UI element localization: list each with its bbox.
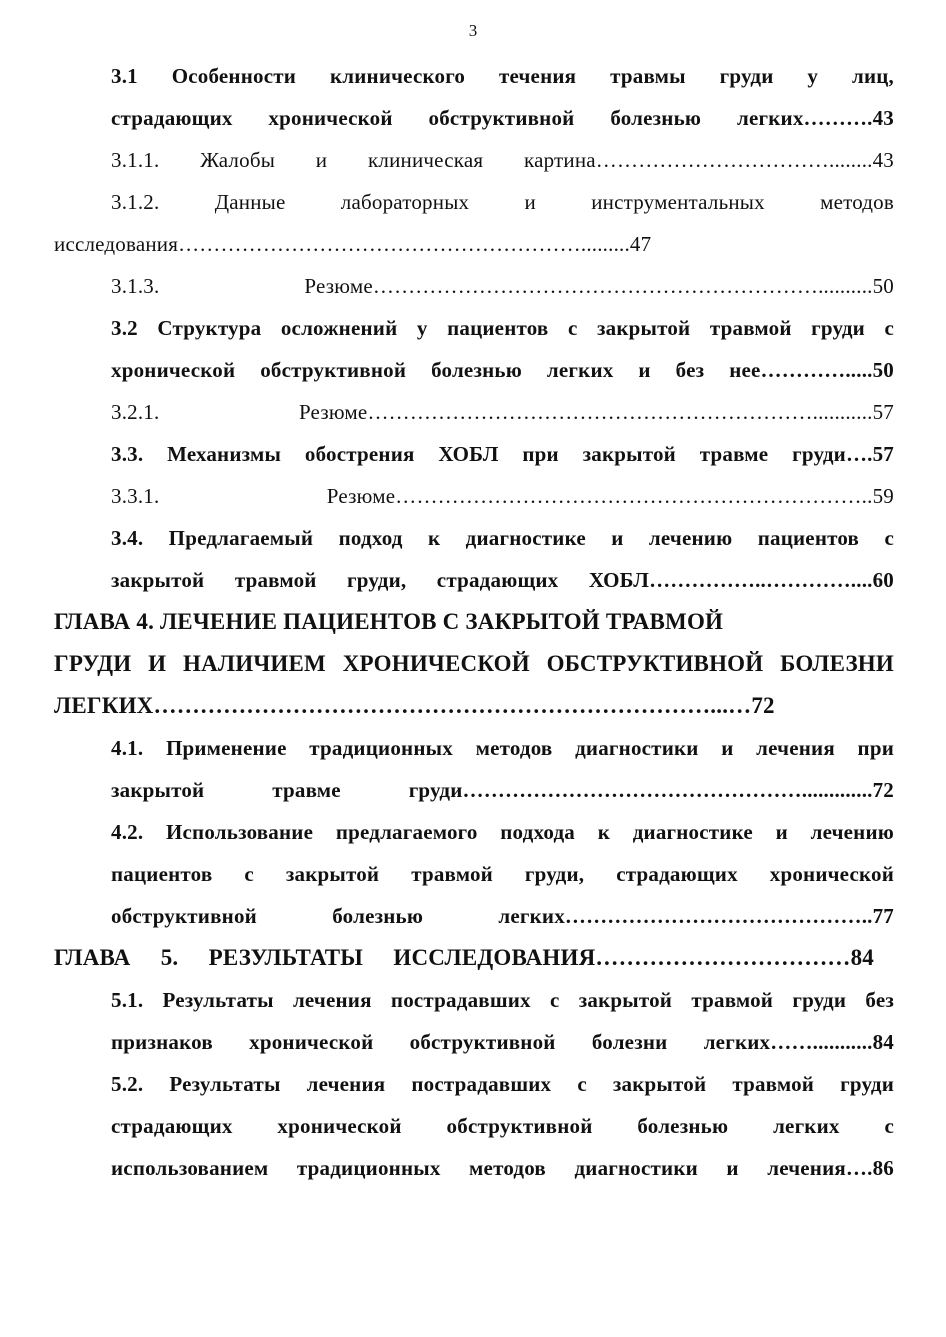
- toc-section-4-2-line-2: пациентов с закрытой травмой груди, страдающих хронической: [111, 862, 894, 886]
- toc-subsection-3-2-1: 3.2.1. Резюме………………………………………………………...........57: [111, 400, 894, 424]
- toc-section-3-1-line-1: 3.1 Особенности клинического течения травмы груди у лиц,: [111, 64, 894, 88]
- toc-subsection-3-3-1: 3.3.1. Резюме…………………………………………………………..59: [111, 484, 894, 508]
- table-of-contents: [54, 55, 894, 1189]
- page-number: 3: [468, 21, 478, 40]
- toc-chapter-4-line-1: ГЛАВА 4. ЛЕЧЕНИЕ ПАЦИЕНТОВ С ЗАКРЫТОЙ ТРАВМОЙ: [54, 609, 724, 634]
- toc-subsection-3-1-3: 3.1.3. Резюме………………………………………………………..........50: [111, 274, 894, 298]
- toc-section-3-2-line-2: хронической обструктивной болезнью легких и без нее………….....50: [111, 358, 894, 382]
- toc-section-3-2-line-1: 3.2 Структура осложнений у пациентов с закрытой травмой груди с: [111, 316, 894, 340]
- toc-section-3-4-line-1: 3.4. Предлагаемый подход к диагностике и лечению пациентов с: [111, 526, 894, 550]
- toc-section-3-3: 3.3. Механизмы обострения ХОБЛ при закрытой травме груди….57: [111, 442, 894, 466]
- toc-section-4-2-line-3: обструктивной болезнью легких……………………………………..77: [111, 904, 894, 928]
- toc-section-5-1-line-1: 5.1. Результаты лечения пострадавших с закрытой травмой груди без: [111, 988, 894, 1012]
- toc-chapter-4-line-2: ГРУДИ И НАЛИЧИЕМ ХРОНИЧЕСКОЙ ОБСТРУКТИВНОЙ БОЛЕЗНИ: [54, 651, 894, 676]
- toc-section-5-1-line-2: признаков хронической обструктивной болезни легких……...........84: [111, 1030, 894, 1054]
- toc-section-3-4-line-2: закрытой травмой груди, страдающих ХОБЛ……………..…………....60: [111, 568, 894, 592]
- toc-subsection-3-1-1: 3.1.1. Жалобы и клиническая картина……………………………........43: [111, 148, 894, 172]
- toc-section-5-2-line-2: страдающих хронической обструктивной болезнью легких с: [111, 1114, 894, 1138]
- toc-chapter-4-line-3: ЛЕГКИХ………………………………………………………………...…72: [54, 693, 775, 718]
- toc-section-5-2-line-1: 5.2. Результаты лечения пострадавших с закрытой травмой груди: [111, 1072, 894, 1096]
- toc-section-4-1-line-2: закрытой травме груди………………………………………….............72: [111, 778, 894, 802]
- toc-chapter-5: ГЛАВА 5. РЕЗУЛЬТАТЫ ИССЛЕДОВАНИЯ……………………………84: [54, 945, 874, 970]
- toc-section-4-2-line-1: 4.2. Использование предлагаемого подхода к диагностике и лечению: [111, 820, 894, 844]
- toc-section-3-1-line-2: страдающих хронической обструктивной болезнью легких……….43: [111, 106, 894, 130]
- toc-subsection-3-1-2-line-1: 3.1.2. Данные лабораторных и инструментальных методов: [111, 190, 894, 214]
- toc-section-5-2-line-3: использованием традиционных методов диагностики и лечения….86: [111, 1156, 894, 1180]
- toc-section-4-1-line-1: 4.1. Применение традиционных методов диагностики и лечения при: [111, 736, 894, 760]
- toc-subsection-3-1-2-line-2: исследования………………………………………………….........47: [54, 232, 652, 256]
